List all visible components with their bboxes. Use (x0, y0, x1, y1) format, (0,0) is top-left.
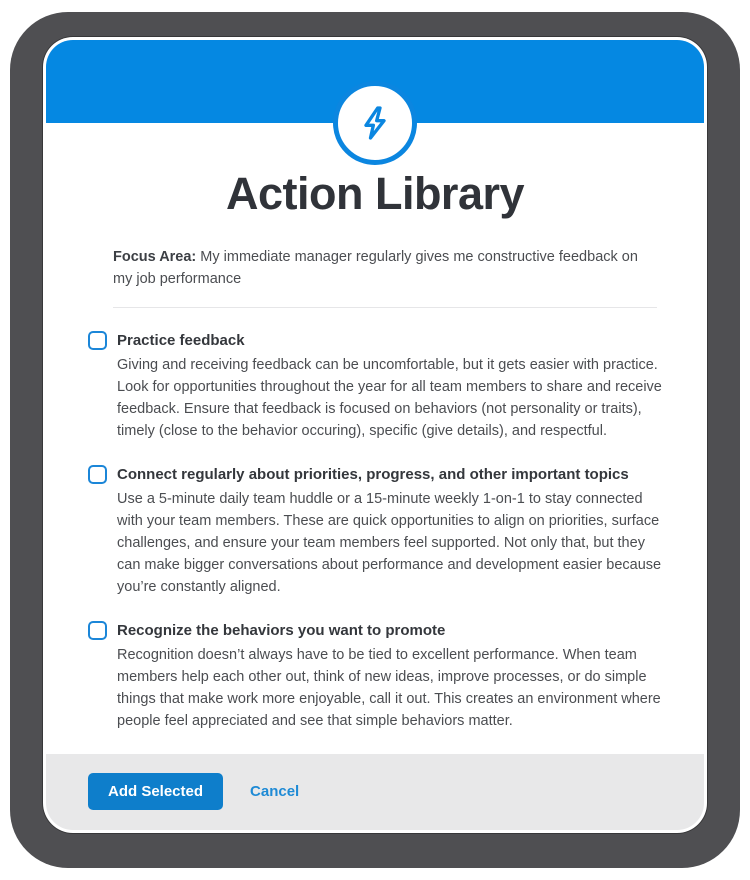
action-item-description: Recognition doesn’t always have to be tied to excellent performance. When team members help each other out, think of new ideas, improve processes, or do simple things that make work more enjoyable, call it out. This creates an environment where people feel appreciated and see that simple behaviors matter. (117, 646, 661, 729)
action-checkbox[interactable] (88, 331, 107, 350)
focus-area-text: My immediate manager regularly gives me constructive feedback on my job performance (113, 248, 638, 287)
action-item-title: Recognize the behaviors you want to promote (117, 621, 446, 639)
modal-footer (46, 754, 704, 830)
action-list (88, 330, 671, 754)
page-title: Action Library (225, 167, 525, 219)
action-list-item (88, 330, 671, 442)
action-item-body (117, 620, 671, 732)
focus-area (113, 246, 657, 290)
action-checkbox[interactable] (88, 465, 107, 484)
cancel-link[interactable]: Cancel (250, 783, 300, 801)
action-item-body (117, 464, 671, 598)
action-library-modal (43, 37, 707, 833)
focus-area-label: Focus Area: (113, 248, 197, 265)
modal-shadow-frame (10, 12, 740, 868)
action-item-title: Practice feedback (117, 331, 245, 349)
action-checkbox[interactable] (88, 621, 107, 640)
action-list-item (88, 620, 671, 732)
divider (113, 307, 657, 308)
add-selected-button[interactable]: Add Selected (88, 773, 223, 810)
action-item-body (117, 330, 671, 442)
action-item-title: Connect regularly about priorities, progress, and other important topics (117, 465, 629, 483)
action-list-item (88, 464, 671, 598)
action-item-description: Use a 5-minute daily team huddle or a 15-minute weekly 1-on-1 to stay connected with your team members. These are quick opportunities to align on priorities, surface challenges, and ensure your team members feel supported. Not only that, but they can make bigger conversations about performance and development easier because you’re constantly aligned. (117, 490, 662, 595)
lightning-bolt-icon (333, 81, 417, 165)
action-item-description: Giving and receiving feedback can be uncomfortable, but it gets easier with practice. Look for opportunities throughout the year for all team members to share and receive feedback. Ensure that feedback is focused on behaviors (not personality or traits), timely (close to the behavior occuring), specific (give details), and respectful. (117, 356, 662, 439)
